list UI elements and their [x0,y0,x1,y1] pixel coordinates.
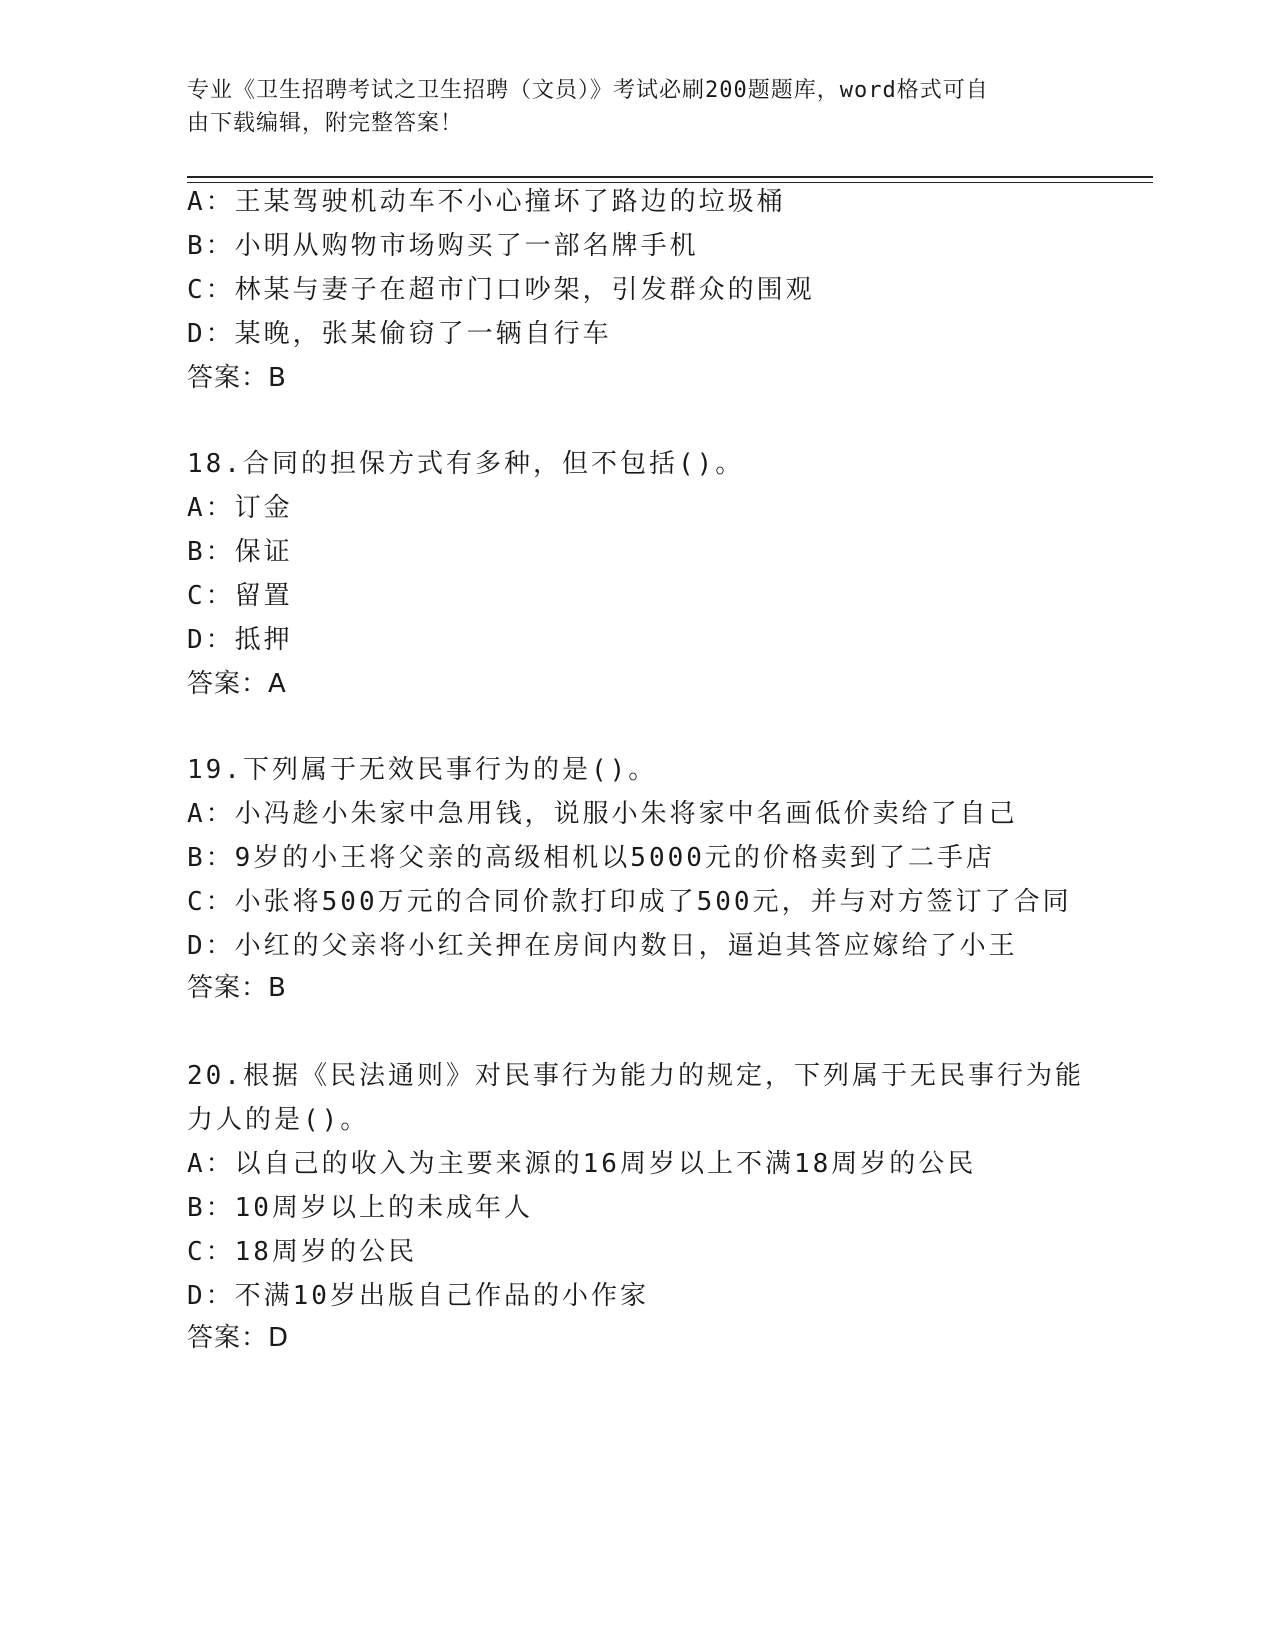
q17-option-b: B：小明从购物市场购买了一部名牌手机 [187,231,699,261]
q19-option-a: A：小冯趁小朱家中急用钱，说服小朱将家中名画低价卖给了自己 [187,799,1018,829]
header-line-2: 由下载编辑，附完整答案！ [187,111,464,136]
q18-option-c: C：留置 [187,581,293,611]
header-line-1: 专业《卫生招聘考试之卫生招聘（文员）》考试必刷200题题库，word格式可自 [187,78,989,103]
q18-option-a: A：订金 [187,493,293,523]
document-header [187,74,1067,140]
header-divider-thick [187,176,1153,178]
q19-option-b: B：9岁的小王将父亲的高级相机以5000元的价格卖到了二手店 [187,843,995,873]
q20-question-line-1: 20.根据《民法通则》对民事行为能力的规定，下列属于无民事行为能 [187,1061,1084,1091]
q20-option-b: B：10周岁以上的未成年人 [187,1193,533,1223]
q18-option-d: D：抵押 [187,625,293,655]
q18-question: 18.合同的担保方式有多种，但不包括()。 [187,449,745,479]
q20-answer: 答案：D [187,1323,290,1353]
q17-answer: 答案：B [187,363,287,393]
q20-option-c: C：18周岁的公民 [187,1237,417,1267]
q17-option-a: A：王某驾驶机动车不小心撞坏了路边的垃圾桶 [187,187,786,217]
q18-answer: 答案：A [187,669,287,699]
q17-option-c: C：林某与妻子在超市门口吵架，引发群众的围观 [187,275,815,305]
q20-option-a: A：以自己的收入为主要来源的16周岁以上不满18周岁的公民 [187,1149,977,1179]
q20-question-line-2: 力人的是()。 [187,1105,370,1135]
q19-option-c: C：小张将500万元的合同价款打印成了500元，并与对方签订了合同 [187,887,1072,917]
q18-option-b: B：保证 [187,537,293,567]
q19-answer: 答案：B [187,973,287,1003]
q19-question: 19.下列属于无效民事行为的是()。 [187,755,658,785]
q19-option-d: D：小红的父亲将小红关押在房间内数日，逼迫其答应嫁给了小王 [187,931,1018,961]
header-divider-thin [187,182,1153,183]
q17-option-d: D：某晚，张某偷窃了一辆自行车 [187,319,612,349]
q20-option-d: D：不满10岁出版自己作品的小作家 [187,1281,649,1311]
